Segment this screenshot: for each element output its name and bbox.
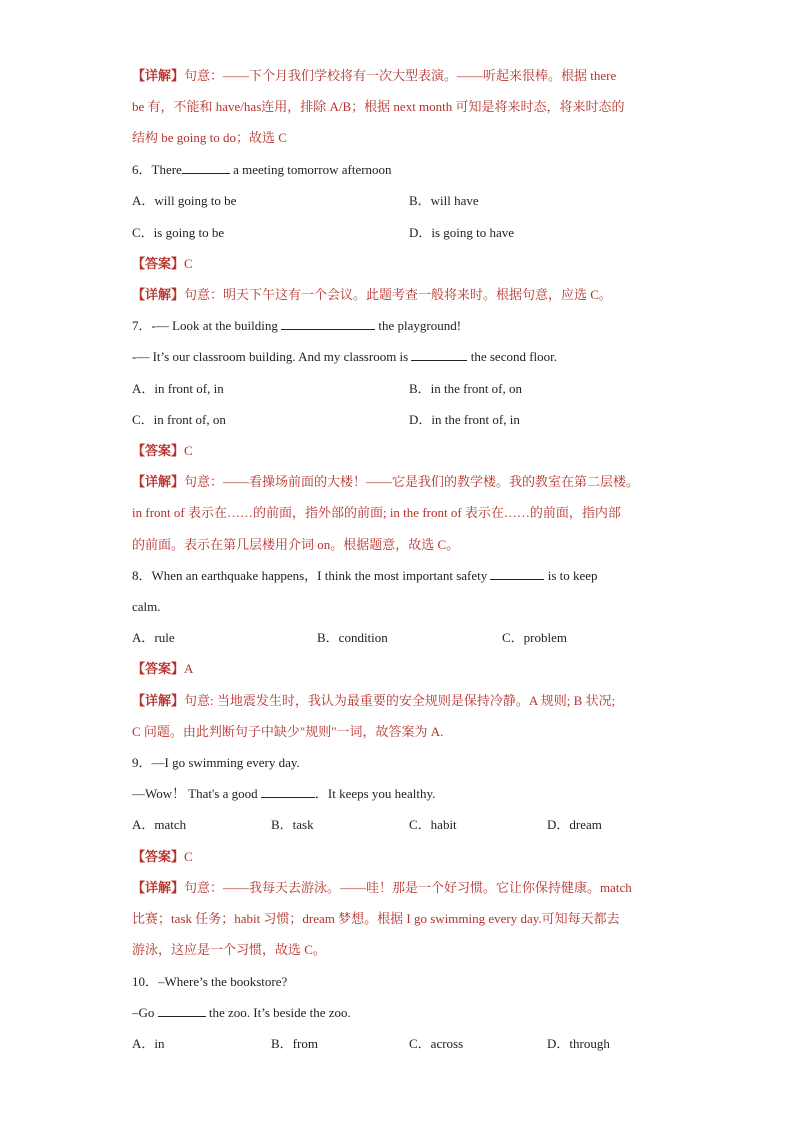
q6-option-b: B．will have bbox=[409, 193, 479, 208]
q7-detail-line-2: in front of 表示在……的前面，指外部的前面; in the front of 表示在……的前面，指内部 bbox=[132, 505, 621, 520]
detail-tag: 【详解】 bbox=[132, 693, 185, 708]
detail-text: 句意：——看操场前面的大楼！——它是我们的教学楼。我的教室在第二层楼。 bbox=[184, 474, 640, 489]
q7-answer bbox=[132, 442, 193, 460]
q6-answer bbox=[132, 255, 193, 273]
answer-value: C bbox=[184, 443, 193, 458]
q7-blank-1 bbox=[281, 317, 375, 330]
q8-stem1-after: is to keep bbox=[544, 568, 598, 583]
answer-tag: 【答案】 bbox=[132, 849, 185, 864]
q7-option-d: D．in the front of, in bbox=[409, 412, 520, 427]
q7-stem-2 bbox=[132, 348, 557, 366]
q5-detail-line-3: 结构 be going to do；故选 C bbox=[132, 130, 287, 145]
q7-detail-line-3: 的前面。表示在第几层楼用介词 on。根据题意，故选 C。 bbox=[132, 537, 460, 552]
q8-stem-1 bbox=[132, 567, 598, 585]
detail-tag: 【详解】 bbox=[132, 287, 185, 302]
q6-option-a: A．will going to be bbox=[132, 193, 237, 208]
q7-detail-line-1 bbox=[132, 473, 639, 491]
q8-option-c: C．problem bbox=[502, 630, 567, 645]
q8-detail-line-2: C 问题。由此判断句子中缺少"规则"一词，故答案为 A. bbox=[132, 724, 444, 739]
q10-stem2-after: the zoo. It’s beside the zoo. bbox=[205, 1005, 351, 1020]
q9-stem2-before: —Wow！ That's a good bbox=[132, 786, 261, 801]
q7-option-c: C．in front of, on bbox=[132, 412, 226, 427]
q8-option-a: A．rule bbox=[132, 630, 175, 645]
q9-answer bbox=[132, 848, 193, 866]
detail-tag: 【详解】 bbox=[132, 880, 185, 895]
q7-stem1-before: 7．-— Look at the building bbox=[132, 318, 282, 333]
q5-detail-line-2: be 有，不能和 have/has连用，排除 A/B；根据 next month 可知是将来时态，将来时态的 bbox=[132, 99, 625, 114]
answer-value: C bbox=[184, 256, 193, 271]
q8-detail-line-1 bbox=[132, 692, 615, 710]
q7-blank-2 bbox=[411, 348, 467, 361]
detail-text: 句意：——下个月我们学校将有一次大型表演。——听起来很棒。根据 there bbox=[184, 68, 617, 83]
q9-stem-2 bbox=[132, 785, 435, 803]
q8-blank bbox=[490, 567, 544, 580]
answer-tag: 【答案】 bbox=[132, 256, 185, 271]
detail-tag: 【详解】 bbox=[132, 474, 185, 489]
q7-option-b: B．in the front of, on bbox=[409, 381, 523, 396]
q9-option-c: C．habit bbox=[409, 817, 457, 832]
q7-stem1-after: the playground! bbox=[375, 318, 462, 333]
detail-tag: 【详解】 bbox=[132, 68, 185, 83]
q6-option-d: D．is going to have bbox=[409, 225, 515, 240]
q6-stem-before: 6．There bbox=[132, 162, 182, 177]
answer-value: C bbox=[184, 849, 193, 864]
q8-stem-2: calm. bbox=[132, 599, 161, 614]
q7-stem2-before: -— It’s our classroom building. And my classroom is bbox=[132, 349, 412, 364]
q10-option-b: B．from bbox=[271, 1036, 318, 1051]
q10-option-a: A．in bbox=[132, 1036, 165, 1051]
q5-detail-line-1 bbox=[132, 67, 616, 85]
q9-option-a: A．match bbox=[132, 817, 187, 832]
q10-stem-1: 10．–Where’s the bookstore? bbox=[132, 974, 288, 989]
q9-blank bbox=[261, 785, 315, 798]
q10-option-d: D．through bbox=[547, 1036, 610, 1051]
answer-value: A bbox=[184, 661, 194, 676]
q6-option-c: C．is going to be bbox=[132, 225, 225, 240]
q7-option-a: A．in front of, in bbox=[132, 381, 224, 396]
q7-stem-1 bbox=[132, 317, 461, 335]
answer-tag: 【答案】 bbox=[132, 443, 185, 458]
q7-stem2-after: the second floor. bbox=[467, 349, 558, 364]
answer-tag: 【答案】 bbox=[132, 661, 185, 676]
q9-detail-line-1 bbox=[132, 879, 632, 897]
q10-stem-2 bbox=[132, 1004, 351, 1022]
q8-option-b: B．condition bbox=[317, 630, 388, 645]
detail-text: 句意: 当地震发生时，我认为最重要的安全规则是保持冷静。A 规则; B 状况; bbox=[184, 693, 616, 708]
detail-text: 句意：明天下午这有一个会议。此题考查一般将来时。根据句意，应选 C。 bbox=[184, 287, 612, 302]
q9-stem-1: 9．—I go swimming every day. bbox=[132, 755, 300, 770]
q6-blank bbox=[182, 161, 230, 174]
q9-detail-line-3: 游泳，这应是一个习惯，故选 C。 bbox=[132, 942, 326, 957]
q6-stem bbox=[132, 161, 392, 179]
q10-stem2-before: –Go bbox=[132, 1005, 158, 1020]
detail-text: 句意：——我每天去游泳。——哇！那是一个好习惯。它让你保持健康。match bbox=[184, 880, 632, 895]
q6-detail bbox=[132, 286, 612, 304]
q9-option-d: D．dream bbox=[547, 817, 602, 832]
q8-answer bbox=[132, 660, 193, 678]
q9-detail-line-2: 比赛；task 任务；habit 习惯；dream 梦想。根据 I go swimming every day.可知每天都去 bbox=[132, 911, 620, 926]
q8-stem1-before: 8．When an earthquake happens，I think the most important safety bbox=[132, 568, 491, 583]
q10-option-c: C．across bbox=[409, 1036, 464, 1051]
q9-option-b: B．task bbox=[271, 817, 314, 832]
q10-blank bbox=[158, 1004, 206, 1017]
q6-stem-after: a meeting tomorrow afternoon bbox=[229, 162, 392, 177]
q9-stem2-after: ．It keeps you healthy. bbox=[314, 786, 436, 801]
